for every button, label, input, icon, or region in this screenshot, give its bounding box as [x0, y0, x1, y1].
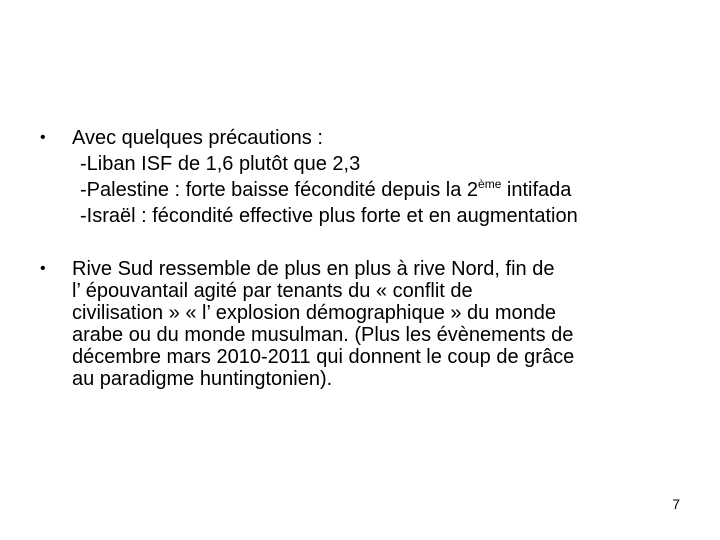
sub-item-palestine-suffix: intifada	[501, 179, 572, 201]
sub-item-palestine	[72, 179, 698, 201]
bullet-text: Avec quelques précautions :	[72, 127, 323, 149]
sub-item-liban: -Liban ISF de 1,6 plutôt que 2,3	[80, 153, 361, 175]
paragraph-line: au paradigme huntingtonien).	[72, 368, 333, 390]
paragraph-line: décembre mars 2010-2011 qui donnent le coup de grâce	[72, 346, 575, 368]
paragraph-line: arabe ou du monde musulman. (Plus les évènements de	[72, 324, 574, 346]
paragraph-line: civilisation » « l’ explosion démographique » du monde	[72, 302, 557, 324]
sub-item-palestine-text: -Palestine : forte baisse fécondité depuis la 2	[80, 179, 479, 201]
paragraph-line: Rive Sud ressemble de plus en plus à rive Nord, fin de	[72, 258, 555, 280]
page-number: 7	[672, 496, 680, 512]
slide-content	[38, 127, 698, 390]
paragraph-line: l’ épouvantail agité par tenants du « conflit de	[72, 280, 473, 302]
superscript-eme: ème	[478, 177, 502, 191]
bullet-item-rive-sud	[38, 258, 698, 390]
sub-item-israel: -Israël : fécondité effective plus forte et en augmentation	[80, 205, 578, 227]
bullet-dot-icon: •	[40, 129, 46, 146]
bullet-dot-icon: •	[40, 260, 46, 277]
bullet-item-precautions	[38, 127, 698, 227]
